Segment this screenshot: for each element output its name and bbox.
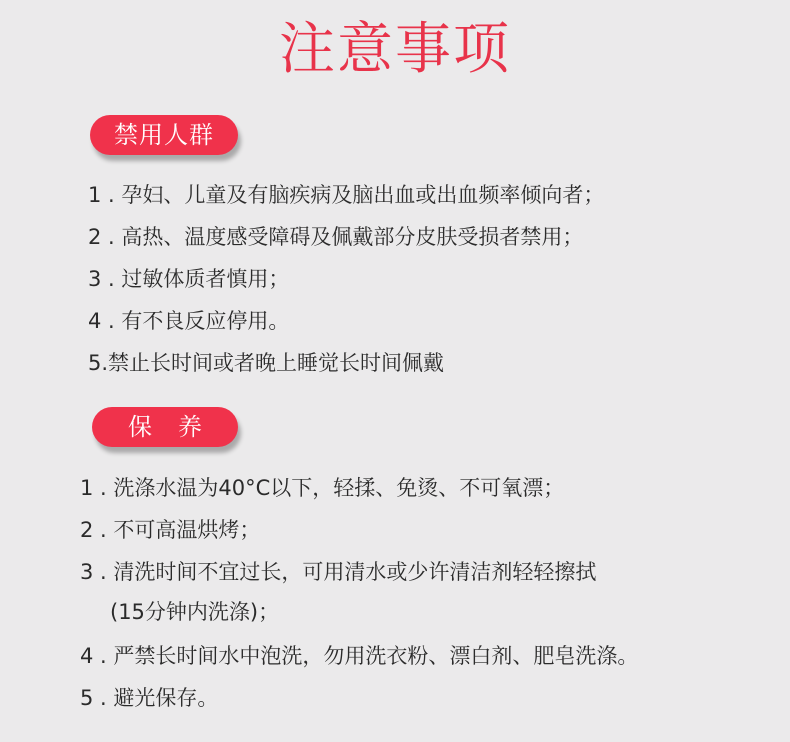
list-item-continuation: (15分钟内洗涤)； <box>110 600 280 624</box>
list-item: 1 . 孕妇、儿童及有脑疾病及脑出血或出血频率倾向者； <box>88 183 605 207</box>
list-item: 5 . 避光保存。 <box>80 686 219 710</box>
page-title: 注意事项 <box>279 17 511 82</box>
list-item: 1 . 洗涤水温为40°C以下，轻揉、免烫、不可氧漂； <box>80 476 565 500</box>
list-item: 2 . 高热、温度感受障碍及佩戴部分皮肤受损者禁用； <box>88 225 584 249</box>
list-item: 4 . 严禁长时间水中泡洗，勿用洗衣粉、漂白剂、肥皂洗涤。 <box>80 644 639 668</box>
list-item: 3 . 过敏体质者慎用； <box>88 267 290 291</box>
list-item: 2 . 不可高温烘烤； <box>80 518 261 542</box>
section-badge-maintenance: 保养 <box>92 407 238 447</box>
list-item: 3 . 清洗时间不宜过长，可用清水或少许清洁剂轻轻擦拭 <box>80 560 597 584</box>
section-badge-contraindications: 禁用人群 <box>90 115 238 155</box>
list-item: 4 . 有不良反应停用。 <box>88 309 290 333</box>
list-item: 5.禁止长时间或者晚上睡觉长时间佩戴 <box>88 351 445 375</box>
